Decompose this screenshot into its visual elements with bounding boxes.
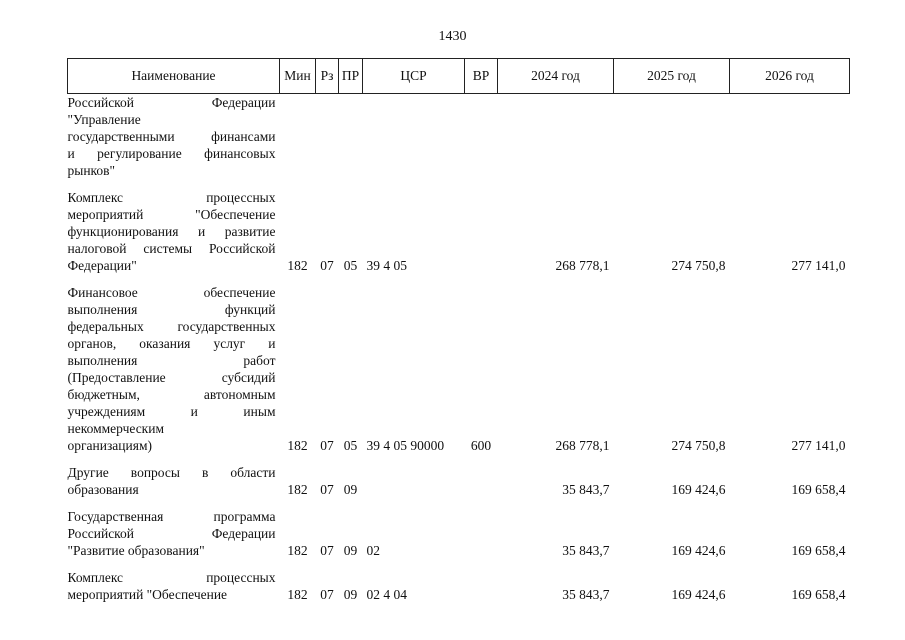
cell-min: 182 xyxy=(287,587,308,602)
cell-2024: 35 843,7 xyxy=(562,543,610,558)
name-line: рынков" xyxy=(67,163,116,178)
name-line: Финансовое обеспечение xyxy=(67,285,276,300)
cell-vr: 600 xyxy=(470,438,492,453)
name-line: и регулирование финансовых xyxy=(67,146,276,161)
cell-name xyxy=(68,508,280,559)
cell-rz: 07 xyxy=(320,482,334,497)
cell-csr xyxy=(363,94,465,180)
cell-pr xyxy=(339,94,363,180)
header-csr: ЦСР xyxy=(363,59,465,94)
cell-2026: 277 141,0 xyxy=(791,438,846,453)
cell-vr xyxy=(465,569,498,603)
cell-name xyxy=(68,569,280,603)
cell-2025: 169 424,6 xyxy=(671,482,726,497)
cell-pr: 09 xyxy=(343,543,358,558)
cell-min: 182 xyxy=(287,482,308,497)
cell-vr xyxy=(465,189,498,274)
cell-csr: 02 4 04 xyxy=(366,587,407,602)
cell-csr xyxy=(363,464,465,498)
cell-2024 xyxy=(498,94,614,180)
header-vr: ВР xyxy=(465,59,498,94)
name-line: Российской Федерации xyxy=(67,95,276,110)
name-line: образования xyxy=(67,482,139,497)
cell-2026: 169 658,4 xyxy=(791,543,846,558)
row-spacer xyxy=(68,498,850,508)
cell-name xyxy=(68,464,280,498)
name-line: Комплекс процессных xyxy=(67,570,276,585)
cell-rz: 07 xyxy=(320,587,334,602)
cell-csr: 39 4 05 xyxy=(366,258,407,273)
name-line: некоммерческим xyxy=(67,421,165,436)
cell-csr: 02 xyxy=(366,543,380,558)
row-spacer xyxy=(68,454,850,464)
name-line: налоговой системы Российской xyxy=(67,241,276,256)
header-2024: 2024 год xyxy=(498,59,614,94)
name-line: государственными финансами xyxy=(67,129,276,144)
cell-csr: 39 4 05 90000 xyxy=(366,438,445,453)
row-spacer-cell xyxy=(68,179,850,189)
row-spacer xyxy=(68,274,850,284)
name-line: "Управление xyxy=(67,112,141,127)
name-line: федеральных государственных xyxy=(67,319,276,334)
name-line: органов, оказания услуг и xyxy=(67,336,276,351)
cell-2025: 274 750,8 xyxy=(671,258,726,273)
cell-2025: 169 424,6 xyxy=(671,587,726,602)
row-spacer-cell xyxy=(68,454,850,464)
row-spacer-cell xyxy=(68,559,850,569)
cell-2026 xyxy=(730,94,850,180)
table-body xyxy=(68,94,850,604)
name-line: Государственная программа xyxy=(67,509,276,524)
table-header-row xyxy=(68,59,850,94)
cell-2024: 35 843,7 xyxy=(562,587,610,602)
row-spacer xyxy=(68,179,850,189)
page-number: 1430 xyxy=(438,29,467,44)
cell-2026: 169 658,4 xyxy=(791,482,846,497)
row-spacer xyxy=(68,559,850,569)
name-line: учреждениям и иным xyxy=(67,404,276,419)
name-line: Другие вопросы в области xyxy=(67,465,276,480)
cell-2026: 169 658,4 xyxy=(791,587,846,602)
name-line: мероприятий "Обеспечение xyxy=(67,207,276,222)
cell-rz: 07 xyxy=(320,258,334,273)
cell-vr xyxy=(465,464,498,498)
cell-2024: 268 778,1 xyxy=(555,258,610,273)
cell-vr xyxy=(465,94,498,180)
cell-2025: 274 750,8 xyxy=(671,438,726,453)
cell-name xyxy=(68,284,280,454)
name-line: функционирования и развитие xyxy=(67,224,276,239)
cell-min: 182 xyxy=(287,438,308,453)
name-line: выполнения функций xyxy=(67,302,276,317)
name-line: Федерации" xyxy=(67,258,137,273)
cell-2025: 169 424,6 xyxy=(671,543,726,558)
header-min: Мин xyxy=(280,59,316,94)
name-line: "Развитие образования" xyxy=(67,543,205,558)
header-rz: Рз xyxy=(316,59,339,94)
cell-rz: 07 xyxy=(320,438,334,453)
header-name: Наименование xyxy=(68,59,280,94)
table-row xyxy=(68,94,850,180)
cell-rz: 07 xyxy=(320,543,334,558)
cell-pr: 05 xyxy=(343,438,358,453)
table-row xyxy=(68,508,850,559)
cell-min: 182 xyxy=(287,543,308,558)
cell-name xyxy=(68,189,280,274)
cell-min xyxy=(280,94,316,180)
cell-pr: 09 xyxy=(343,482,358,497)
cell-rz xyxy=(316,94,339,180)
header-pr: ПР xyxy=(339,59,363,94)
cell-vr xyxy=(465,508,498,559)
cell-pr: 09 xyxy=(343,587,358,602)
header-2026: 2026 год xyxy=(730,59,850,94)
name-line: мероприятий "Обеспечение xyxy=(67,587,228,602)
cell-2025 xyxy=(614,94,730,180)
cell-min: 182 xyxy=(287,258,308,273)
name-line: организациям) xyxy=(67,438,153,453)
row-spacer-cell xyxy=(68,274,850,284)
name-line: выполнения работ xyxy=(67,353,276,368)
name-line: Комплекс процессных xyxy=(67,190,276,205)
budget-table xyxy=(67,58,850,603)
table-row xyxy=(68,189,850,274)
cell-2024: 268 778,1 xyxy=(555,438,610,453)
table-row xyxy=(68,284,850,454)
cell-2026: 277 141,0 xyxy=(791,258,846,273)
cell-name xyxy=(68,94,280,180)
name-line: Российской Федерации xyxy=(67,526,276,541)
cell-2024: 35 843,7 xyxy=(562,482,610,497)
table-row xyxy=(68,464,850,498)
header-2025: 2025 год xyxy=(614,59,730,94)
table-row xyxy=(68,569,850,603)
name-line: (Предоставление субсидий xyxy=(67,370,276,385)
name-line: бюджетным, автономным xyxy=(67,387,276,402)
row-spacer-cell xyxy=(68,498,850,508)
cell-pr: 05 xyxy=(343,258,358,273)
